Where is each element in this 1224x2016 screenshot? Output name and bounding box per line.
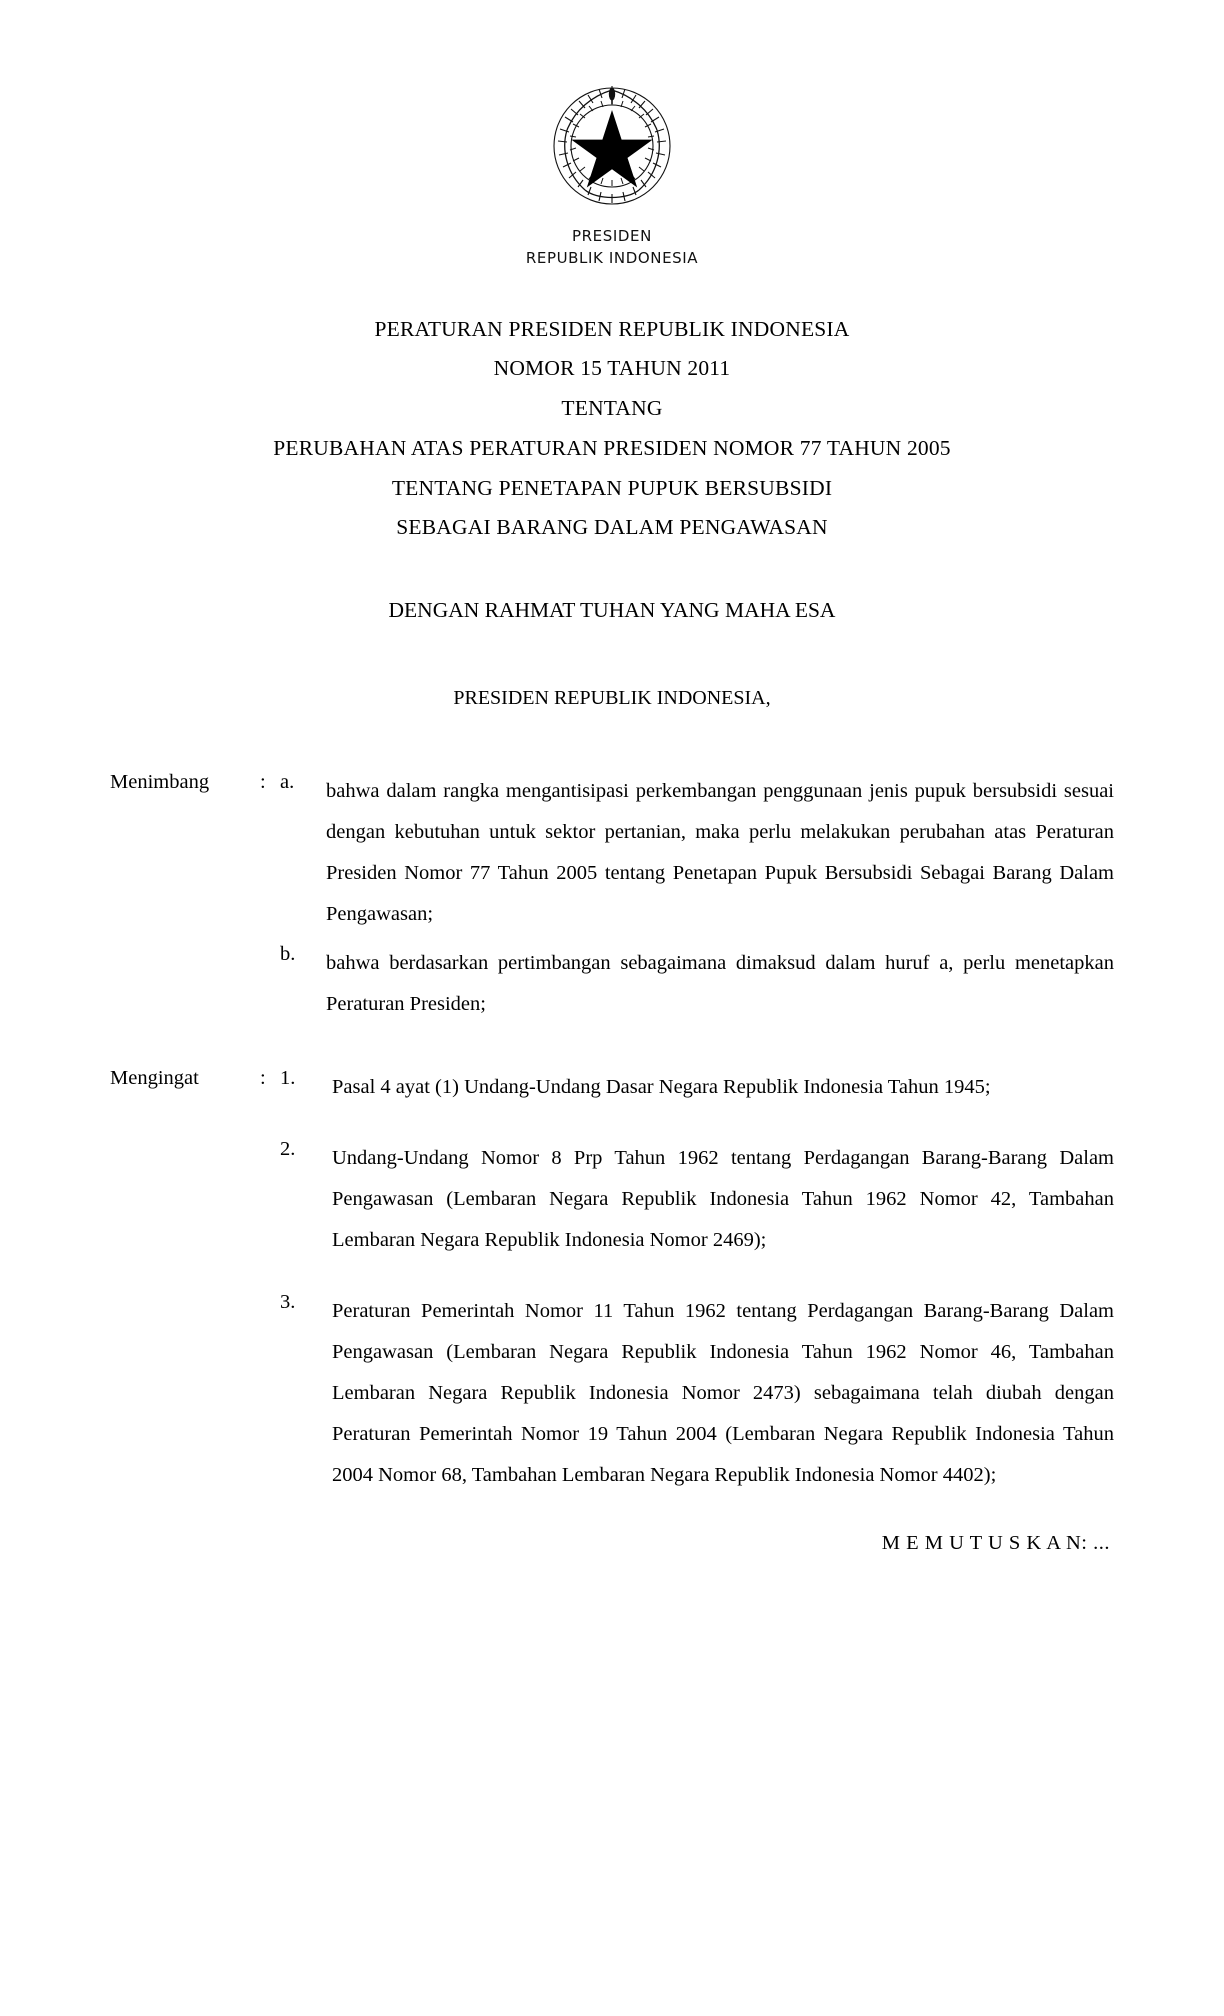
recalling-text-3: Peraturan Pemerintah Nomor 11 Tahun 1962 tentang Perdagangan Barang-Barang Dalam Pengawasan (Lembaran Negara Republik Indonesia Tahun 1962 Nomor 46, Tambahan Lembaran Negara Republik Indonesia Nomor 2473) sebagaimana telah diubah dengan Peraturan Pemerintah Nomor 19 Tahun 2004 (Lembaran Negara Republik Indonesia Tahun 2004 Nomor 68, Tambahan Lembaran Negara Republik Indonesia Nomor 4402); — [332, 1299, 1114, 1486]
recalling-marker-3: 3. — [280, 1290, 296, 1313]
recalling-marker-1: 1. — [280, 1066, 296, 1089]
recalling-item-3 — [110, 1291, 1114, 1496]
title-line-5: TENTANG PENETAPAN PUPUK BERSUBSIDI — [391, 475, 833, 500]
item-gap — [110, 1269, 1114, 1287]
recalling-text-2: Undang-Undang Nomor 8 Prp Tahun 1962 tentang Perdagangan Barang-Barang Dalam Pengawasan (Lembaran Negara Republik Indonesia Tahun 1962 Nomor 42, Tambahan Lembaran Negara Republik Indonesia Nomor 2469); — [332, 1146, 1114, 1251]
considering-label: Menimbang — [110, 770, 210, 793]
emblem-caption — [110, 226, 1114, 270]
emblem-container — [110, 70, 1114, 220]
title-line-4: PERUBAHAN ATAS PERATURAN PRESIDEN NOMOR 77 TAHUN 2005 — [273, 435, 951, 460]
clauses-section — [110, 771, 1114, 1496]
recalling-marker-2: 2. — [280, 1137, 296, 1160]
recalling-colon: : — [260, 1066, 266, 1089]
considering-item-a — [110, 771, 1114, 935]
title-line-6: SEBAGAI BARANG DALAM PENGAWASAN — [396, 515, 828, 540]
title-line-1: PERATURAN PRESIDEN REPUBLIK INDONESIA — [374, 316, 850, 341]
title-line-2: NOMOR 15 TAHUN 2011 — [493, 356, 731, 381]
considering-text-a: bahwa dalam rangka mengantisipasi perkembangan penggunaan jenis pupuk bersubsidi sesuai dengan kebutuhan untuk sektor pertanian, maka perlu melakukan perubahan atas Peraturan Presiden Nomor 77 Tahun 2005 tentang Penetapan Pupuk Bersubsidi Sebagai Barang Dalam Pengawasan; — [326, 779, 1114, 925]
decision-footer: M E M U T U S K A N: ... — [881, 1531, 1110, 1554]
document-title — [110, 310, 1114, 549]
subtitle-block — [110, 590, 1114, 717]
emblem-caption-line-2: REPUBLIK INDONESIA — [525, 248, 699, 267]
emblem-caption-line-1: PRESIDEN — [572, 227, 652, 245]
considering-marker-b: b. — [280, 942, 296, 965]
considering-text-b: bahwa berdasarkan pertimbangan sebagaimana dimaksud dalam huruf a, perlu menetapkan Peraturan Presiden; — [326, 951, 1114, 1015]
title-line-3: TENTANG — [561, 396, 663, 421]
section-gap — [110, 1033, 1114, 1067]
issuer-line: PRESIDEN REPUBLIK INDONESIA, — [453, 686, 771, 709]
garuda-star-wreath-emblem — [537, 70, 687, 220]
considering-item-b — [110, 943, 1114, 1025]
item-gap — [110, 1116, 1114, 1134]
recalling-item-1 — [110, 1067, 1114, 1108]
blessing-line: DENGAN RAHMAT TUHAN YANG MAHA ESA — [388, 598, 836, 623]
considering-colon: : — [260, 770, 266, 793]
recalling-label: Mengingat — [110, 1066, 199, 1089]
considering-marker-a: a. — [280, 770, 295, 793]
recalling-item-2 — [110, 1138, 1114, 1261]
recalling-text-1: Pasal 4 ayat (1) Undang-Undang Dasar Negara Republik Indonesia Tahun 1945; — [332, 1075, 991, 1098]
